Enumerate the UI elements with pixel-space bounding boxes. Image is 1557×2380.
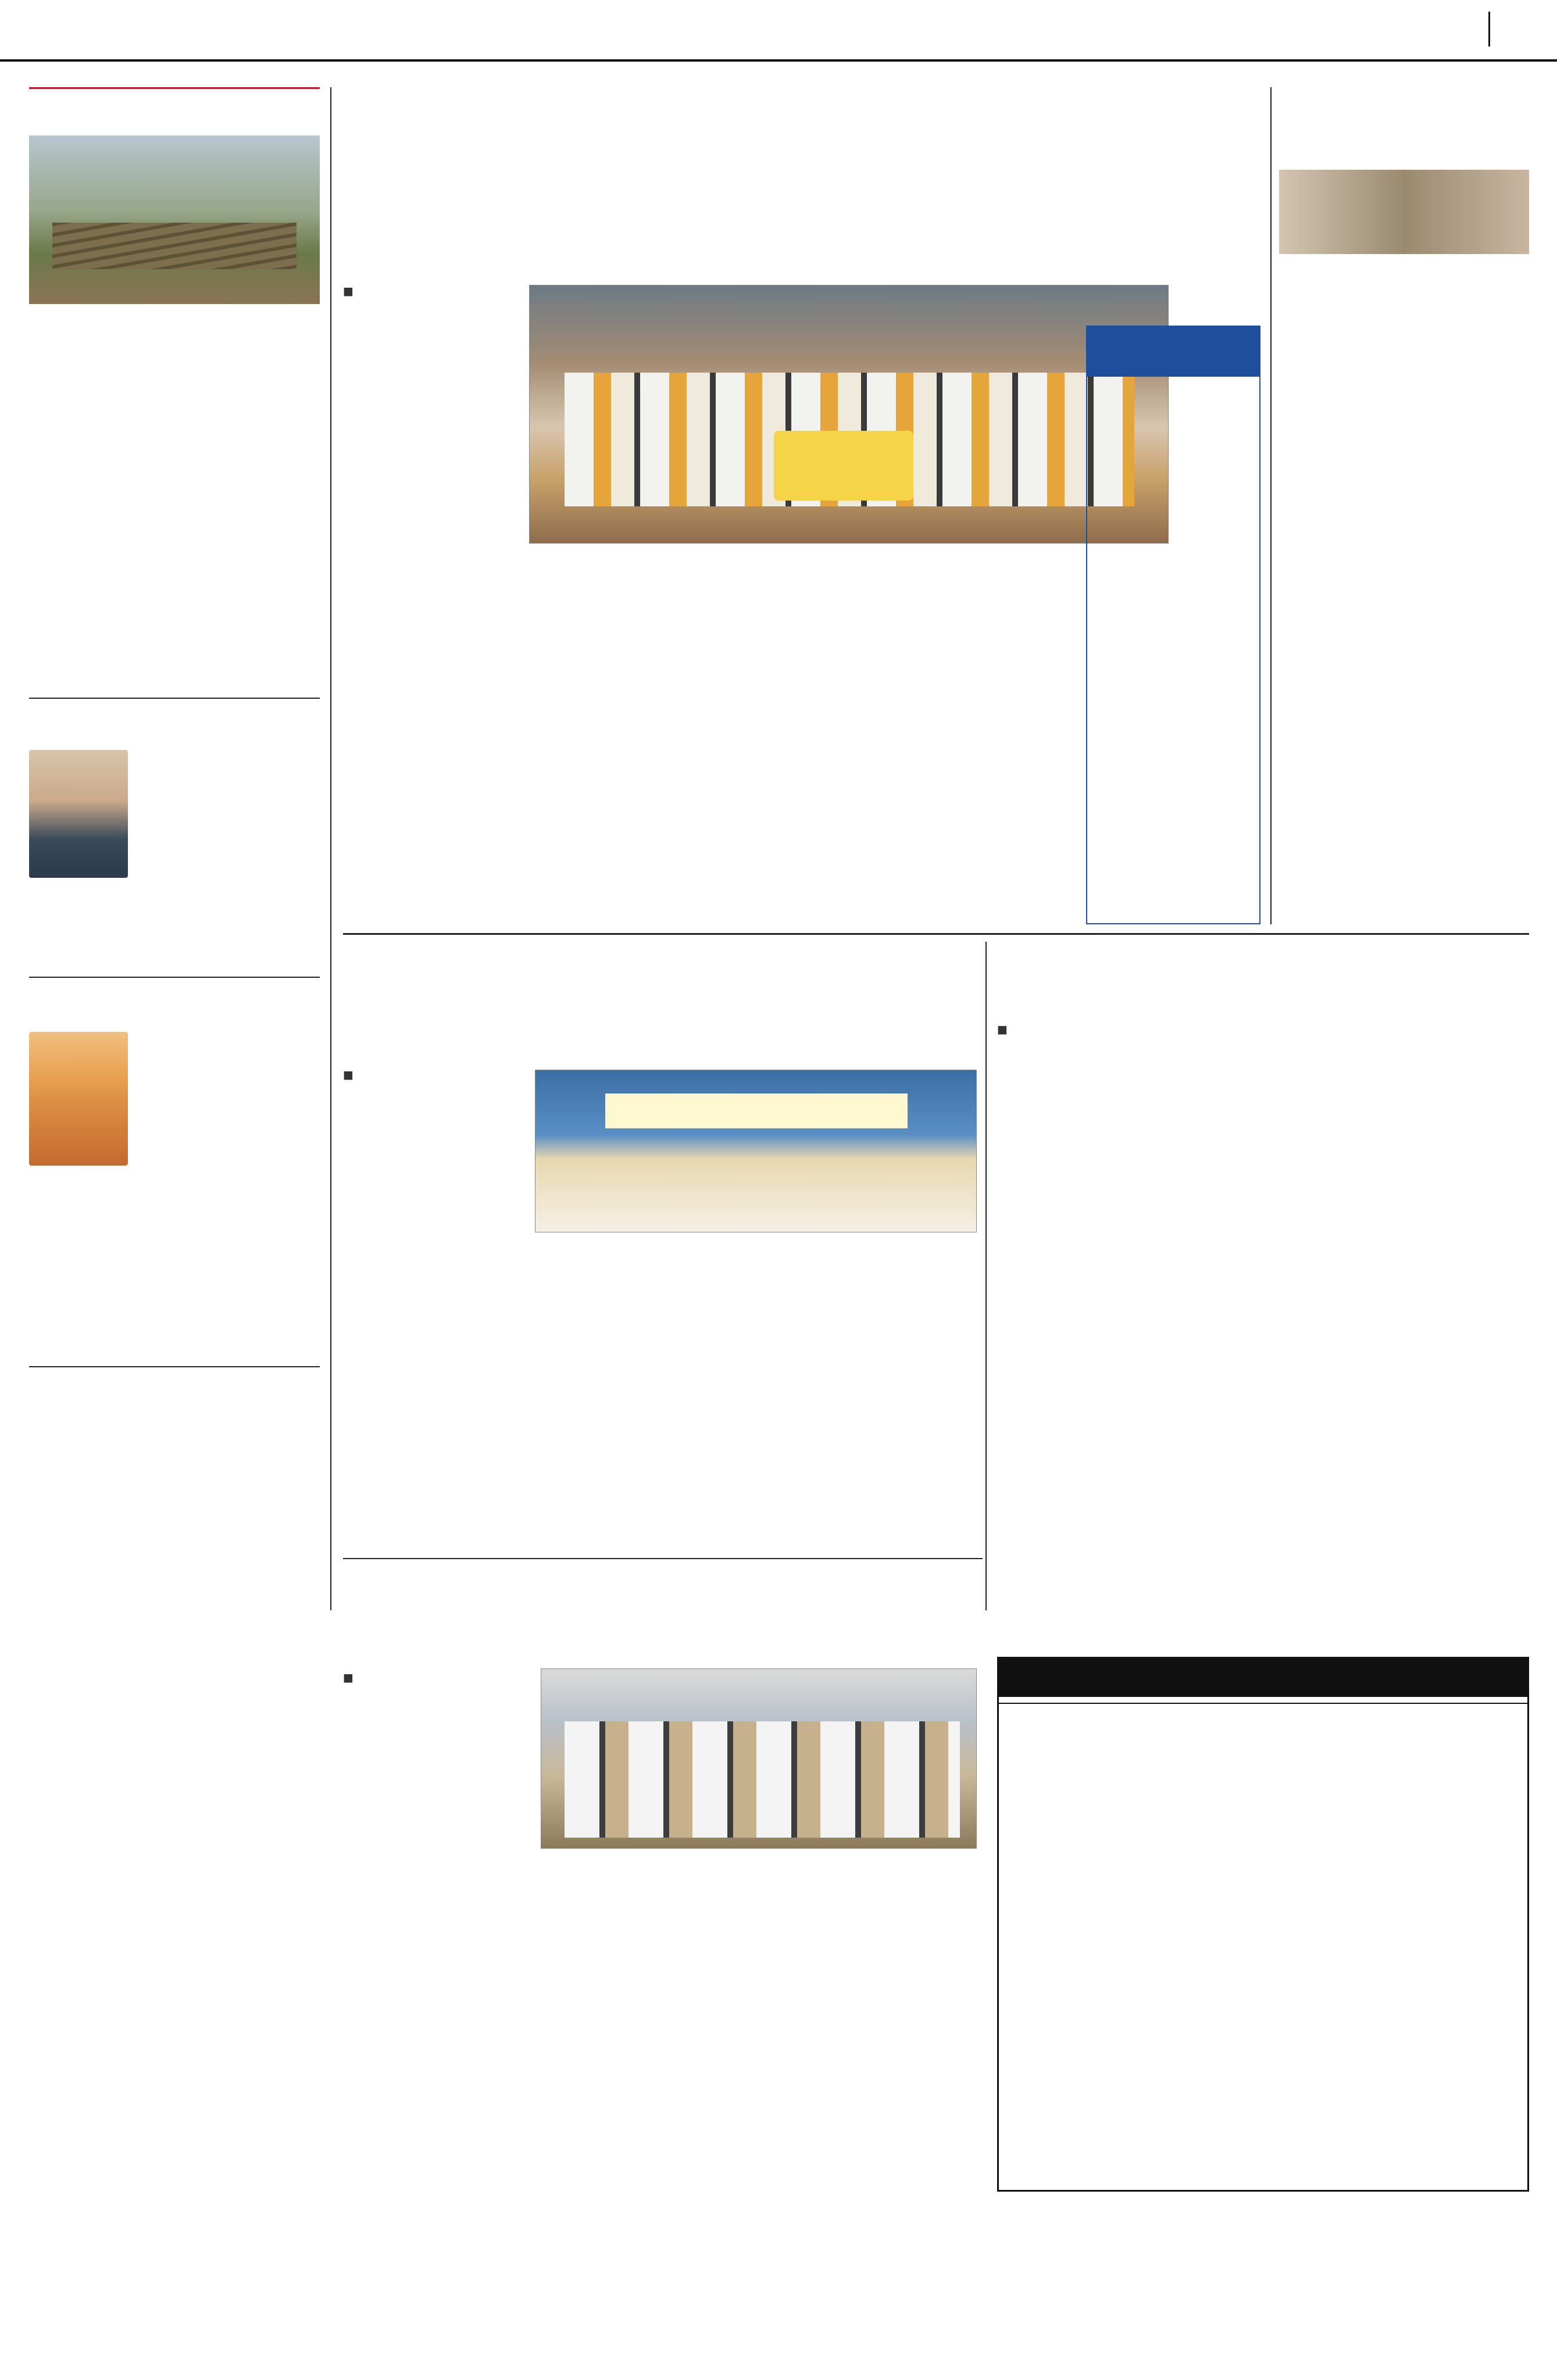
brief-body-1 <box>29 309 320 692</box>
alu-col-2 <box>1177 1023 1346 1645</box>
pwd-body <box>999 1711 1527 2025</box>
alu-col-3 <box>1358 1023 1529 1645</box>
lead-headline-2 <box>343 209 1215 273</box>
brief-body-4 <box>29 1420 320 1610</box>
jobs-body <box>1279 259 1529 927</box>
alu-headline-2 <box>997 978 1532 1014</box>
brief-label <box>29 87 320 89</box>
masthead <box>0 0 1557 62</box>
school-col-3 <box>762 1241 977 1549</box>
page-number <box>1488 12 1541 47</box>
lead-photo <box>529 285 1169 544</box>
jobs-photo <box>1279 170 1529 254</box>
edition-title <box>587 5 1180 51</box>
news-brief-column <box>29 87 320 1610</box>
school-col-2 <box>541 1241 750 1549</box>
paper-logo <box>35 8 285 45</box>
school-col-1 <box>343 1107 529 1549</box>
lead-col-1 <box>343 331 517 924</box>
cyber-col-1 <box>343 1712 529 2189</box>
school-photo-banner <box>605 1093 908 1128</box>
lead-kicker <box>343 93 1215 120</box>
lead-byline: ■ <box>343 285 353 298</box>
alu-byline: ■ <box>997 1023 1008 1036</box>
lead-col-4 <box>901 552 1076 924</box>
brief-body-3 <box>29 1032 320 1357</box>
lead-headline-1 <box>343 140 1215 203</box>
cyber-headline-2 <box>343 1614 983 1663</box>
cyber-photo <box>541 1668 977 1849</box>
cyber-headline-1 <box>343 1564 983 1613</box>
school-sidehead <box>343 945 448 1061</box>
lead-col-3 <box>715 552 890 924</box>
school-byline: ■ <box>343 1069 353 1081</box>
lead-col-2 <box>529 552 703 924</box>
lead-sidebox <box>1086 326 1260 924</box>
lead-sidebox-text <box>1087 377 1259 917</box>
brief-headline-1 <box>29 92 320 131</box>
school-headline-2 <box>453 1003 977 1064</box>
alu-headline-1 <box>997 939 1532 975</box>
pwd-sub3[interactable] <box>999 1699 1527 1704</box>
lead-sidebox-title <box>1087 327 1259 377</box>
jobs-story <box>1279 93 1529 924</box>
brief-body-2 <box>29 750 320 965</box>
jobs-headline <box>1279 93 1529 165</box>
cyber-byline: ■ <box>343 1671 353 1684</box>
school-headline-1 <box>453 939 977 1000</box>
alu-col-1 <box>997 1064 1166 1645</box>
pwd-tender-notice <box>997 1657 1529 2192</box>
brief-photo-1 <box>29 135 320 304</box>
pwd-title <box>999 1659 1527 1697</box>
cyber-col-3b <box>762 1857 977 2189</box>
school-photo <box>535 1070 977 1232</box>
cyber-col-2 <box>541 1857 750 2189</box>
